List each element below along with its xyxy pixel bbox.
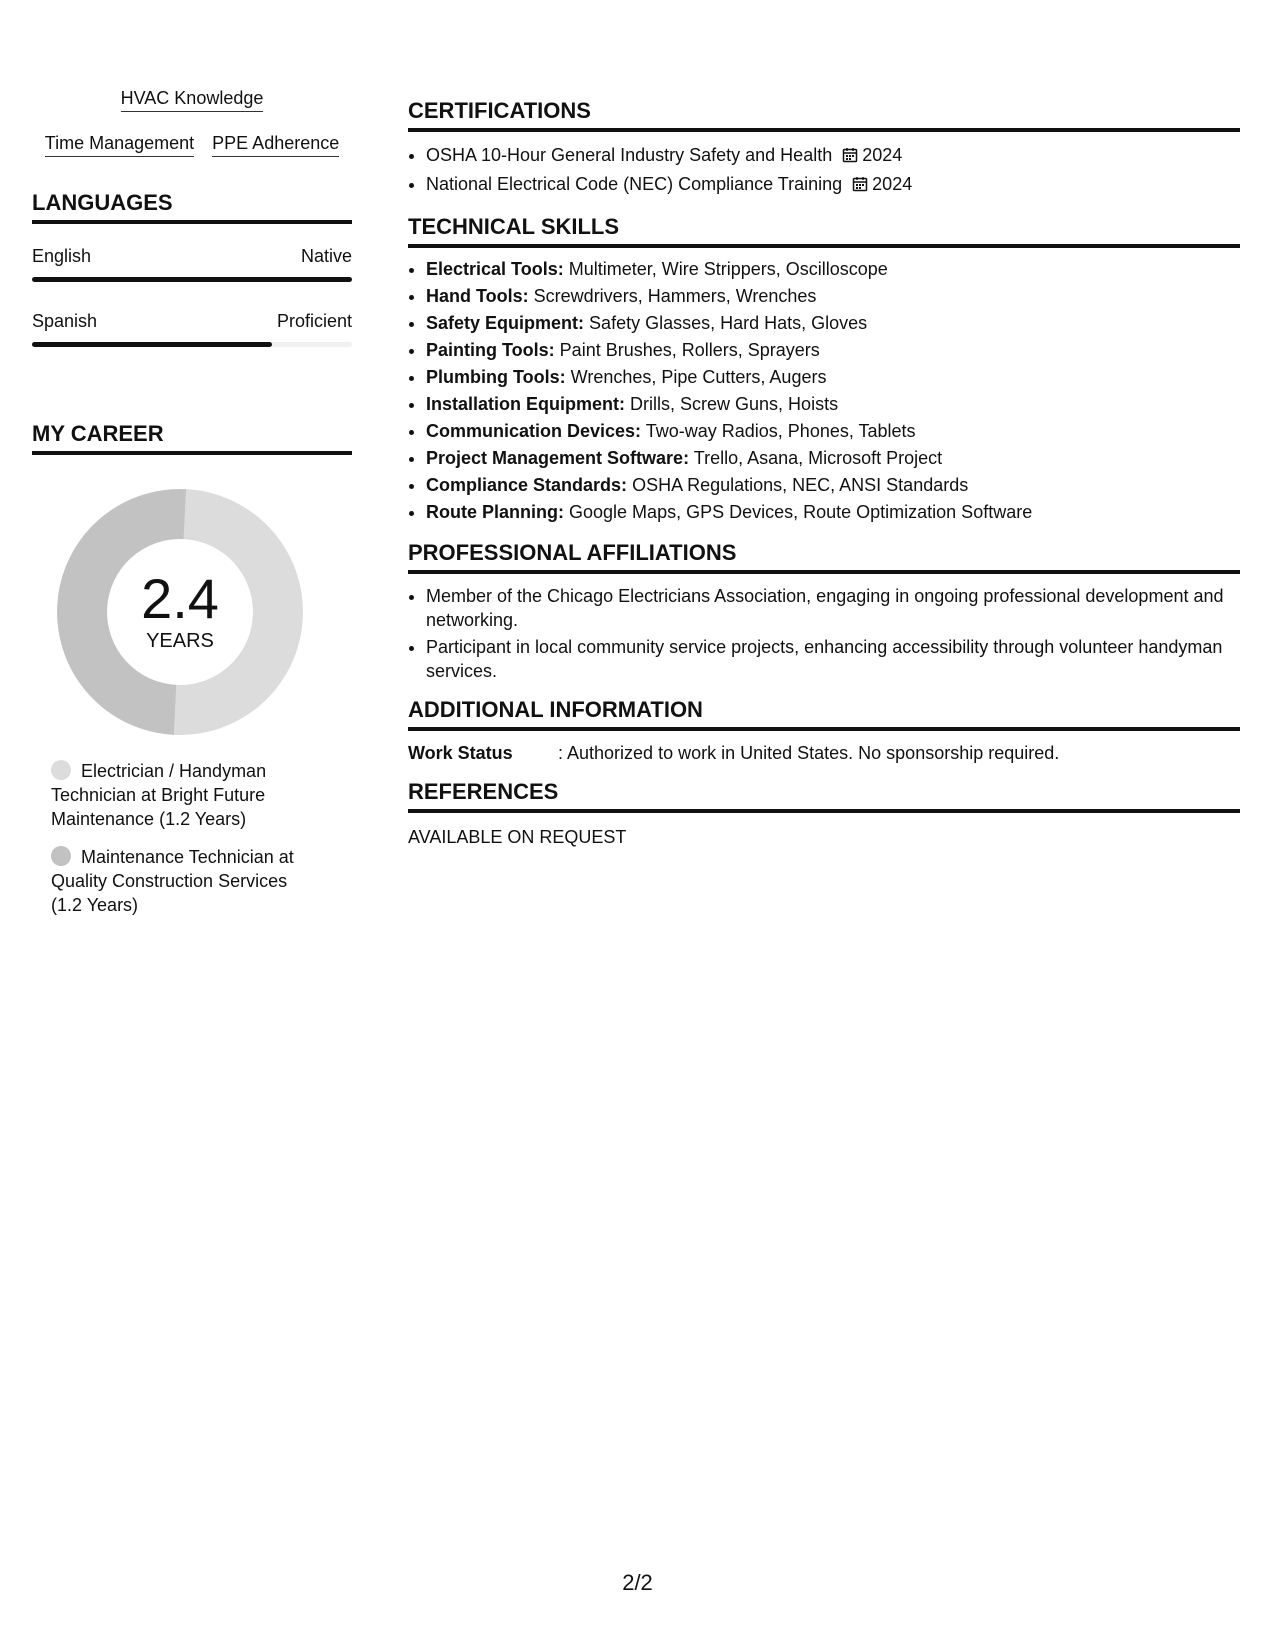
legend-dot <box>51 760 71 780</box>
technical-skill-item <box>426 472 1240 499</box>
skills-row <box>32 131 352 157</box>
technical-skill-item <box>426 499 1240 526</box>
skill-category: Communication Devices: <box>426 421 642 441</box>
skill-values: Safety Glasses, Hard Hats, Gloves <box>589 313 868 333</box>
technical-skills-section <box>408 214 1240 526</box>
technical-skill-item <box>426 256 1240 283</box>
certification-year: 2024 <box>862 145 903 165</box>
skill-tag: Time Management <box>45 131 194 157</box>
certifications-section <box>408 98 1240 200</box>
skill-category: Safety Equipment: <box>426 313 585 333</box>
certifications-title: CERTIFICATIONS <box>408 98 1240 132</box>
technical-skill-item <box>426 283 1240 310</box>
skill-values: Drills, Screw Guns, Hoists <box>630 394 839 414</box>
career-legend-text: Maintenance Technician at Quality Construction Services (1.2 Years) <box>51 847 294 915</box>
career-legend-item <box>51 759 321 831</box>
skill-category: Installation Equipment: <box>426 394 626 414</box>
skill-category: Route Planning: <box>426 502 564 522</box>
skill-tag: HVAC Knowledge <box>121 86 264 112</box>
skill-category: Painting Tools: <box>426 340 555 360</box>
language-item <box>32 309 352 347</box>
career-donut-chart <box>57 489 303 735</box>
technical-skill-item <box>426 337 1240 364</box>
language-bar <box>32 277 352 282</box>
language-level: Native <box>300 246 352 266</box>
left-column <box>32 86 352 917</box>
right-column <box>408 98 1240 849</box>
additional-info-title: ADDITIONAL INFORMATION <box>408 697 1240 731</box>
languages-section <box>32 190 352 347</box>
donut-center <box>57 489 303 735</box>
technical-skill-item <box>426 364 1240 391</box>
certification-item <box>426 142 1240 171</box>
certification-name: National Electrical Code (NEC) Compliance Training <box>426 174 843 194</box>
technical-skill-item <box>426 391 1240 418</box>
language-name: Spanish <box>32 311 98 331</box>
skills-row <box>32 86 352 112</box>
technical-skills-list <box>408 256 1240 526</box>
skill-category: Plumbing Tools: <box>426 367 566 387</box>
skill-category: Project Management Software: <box>426 448 690 468</box>
career-title: MY CAREER <box>32 421 352 455</box>
certification-item <box>426 171 1240 200</box>
technical-skill-item <box>426 418 1240 445</box>
work-status-label: Work Status <box>408 743 513 763</box>
page-number: 2/2 <box>622 1570 653 1595</box>
technical-skill-item <box>426 445 1240 472</box>
skill-values: OSHA Regulations, NEC, ANSI Standards <box>632 475 969 495</box>
calendar-icon <box>852 173 868 200</box>
career-section <box>32 421 352 917</box>
career-legend-text: Electrician / Handyman Technician at Bright Future Maintenance (1.2 Years) <box>51 761 267 829</box>
skill-values: Two-way Radios, Phones, Tablets <box>645 421 916 441</box>
technical-skills-title: TECHNICAL SKILLS <box>408 214 1240 248</box>
affiliation-item: • Participant in local community service projects, enhancing accessibility through volunteer handyman services. <box>426 635 1240 683</box>
career-legend-item <box>51 845 321 917</box>
technical-skill-item <box>426 310 1240 337</box>
language-name: English <box>32 246 92 266</box>
affiliations-list <box>408 584 1240 683</box>
legend-dot <box>51 846 71 866</box>
skill-values: Wrenches, Pipe Cutters, Augers <box>570 367 827 387</box>
skill-category: Compliance Standards: <box>426 475 628 495</box>
references-section <box>408 779 1240 849</box>
references-text: AVAILABLE ON REQUEST <box>408 827 627 847</box>
certification-year: 2024 <box>872 174 913 194</box>
skill-values: Screwdrivers, Hammers, Wrenches <box>533 286 817 306</box>
certification-name: OSHA 10-Hour General Industry Safety and Health <box>426 145 833 165</box>
references-title: REFERENCES <box>408 779 1240 813</box>
work-status-row <box>408 741 1240 765</box>
skill-tag: PPE Adherence <box>212 131 339 157</box>
affiliation-item: • Member of the Chicago Electricians Association, engaging in ongoing professional development and networking. <box>426 584 1240 632</box>
affiliations-section <box>408 540 1240 683</box>
career-total-years: 2.4 <box>141 567 219 630</box>
affiliations-title: PROFESSIONAL AFFILIATIONS <box>408 540 1240 574</box>
skill-values: Multimeter, Wire Strippers, Oscilloscope <box>568 259 888 279</box>
skill-category: Electrical Tools: <box>426 259 564 279</box>
language-bar-fill <box>32 277 352 282</box>
language-bar-fill <box>32 342 272 347</box>
calendar-icon <box>842 144 858 171</box>
work-status-value: : Authorized to work in United States. No sponsorship required. <box>558 743 1060 763</box>
career-years-unit: YEARS <box>146 630 214 652</box>
language-bar <box>32 342 352 347</box>
certifications-list <box>408 142 1240 200</box>
skill-values: Google Maps, GPS Devices, Route Optimization Software <box>569 502 1033 522</box>
language-item <box>32 244 352 282</box>
skill-category: Hand Tools: <box>426 286 529 306</box>
language-level: Proficient <box>276 311 352 331</box>
skill-values: Paint Brushes, Rollers, Sprayers <box>559 340 820 360</box>
additional-info-section <box>408 697 1240 765</box>
skill-values: Trello, Asana, Microsoft Project <box>693 448 943 468</box>
languages-title: LANGUAGES <box>32 190 352 224</box>
